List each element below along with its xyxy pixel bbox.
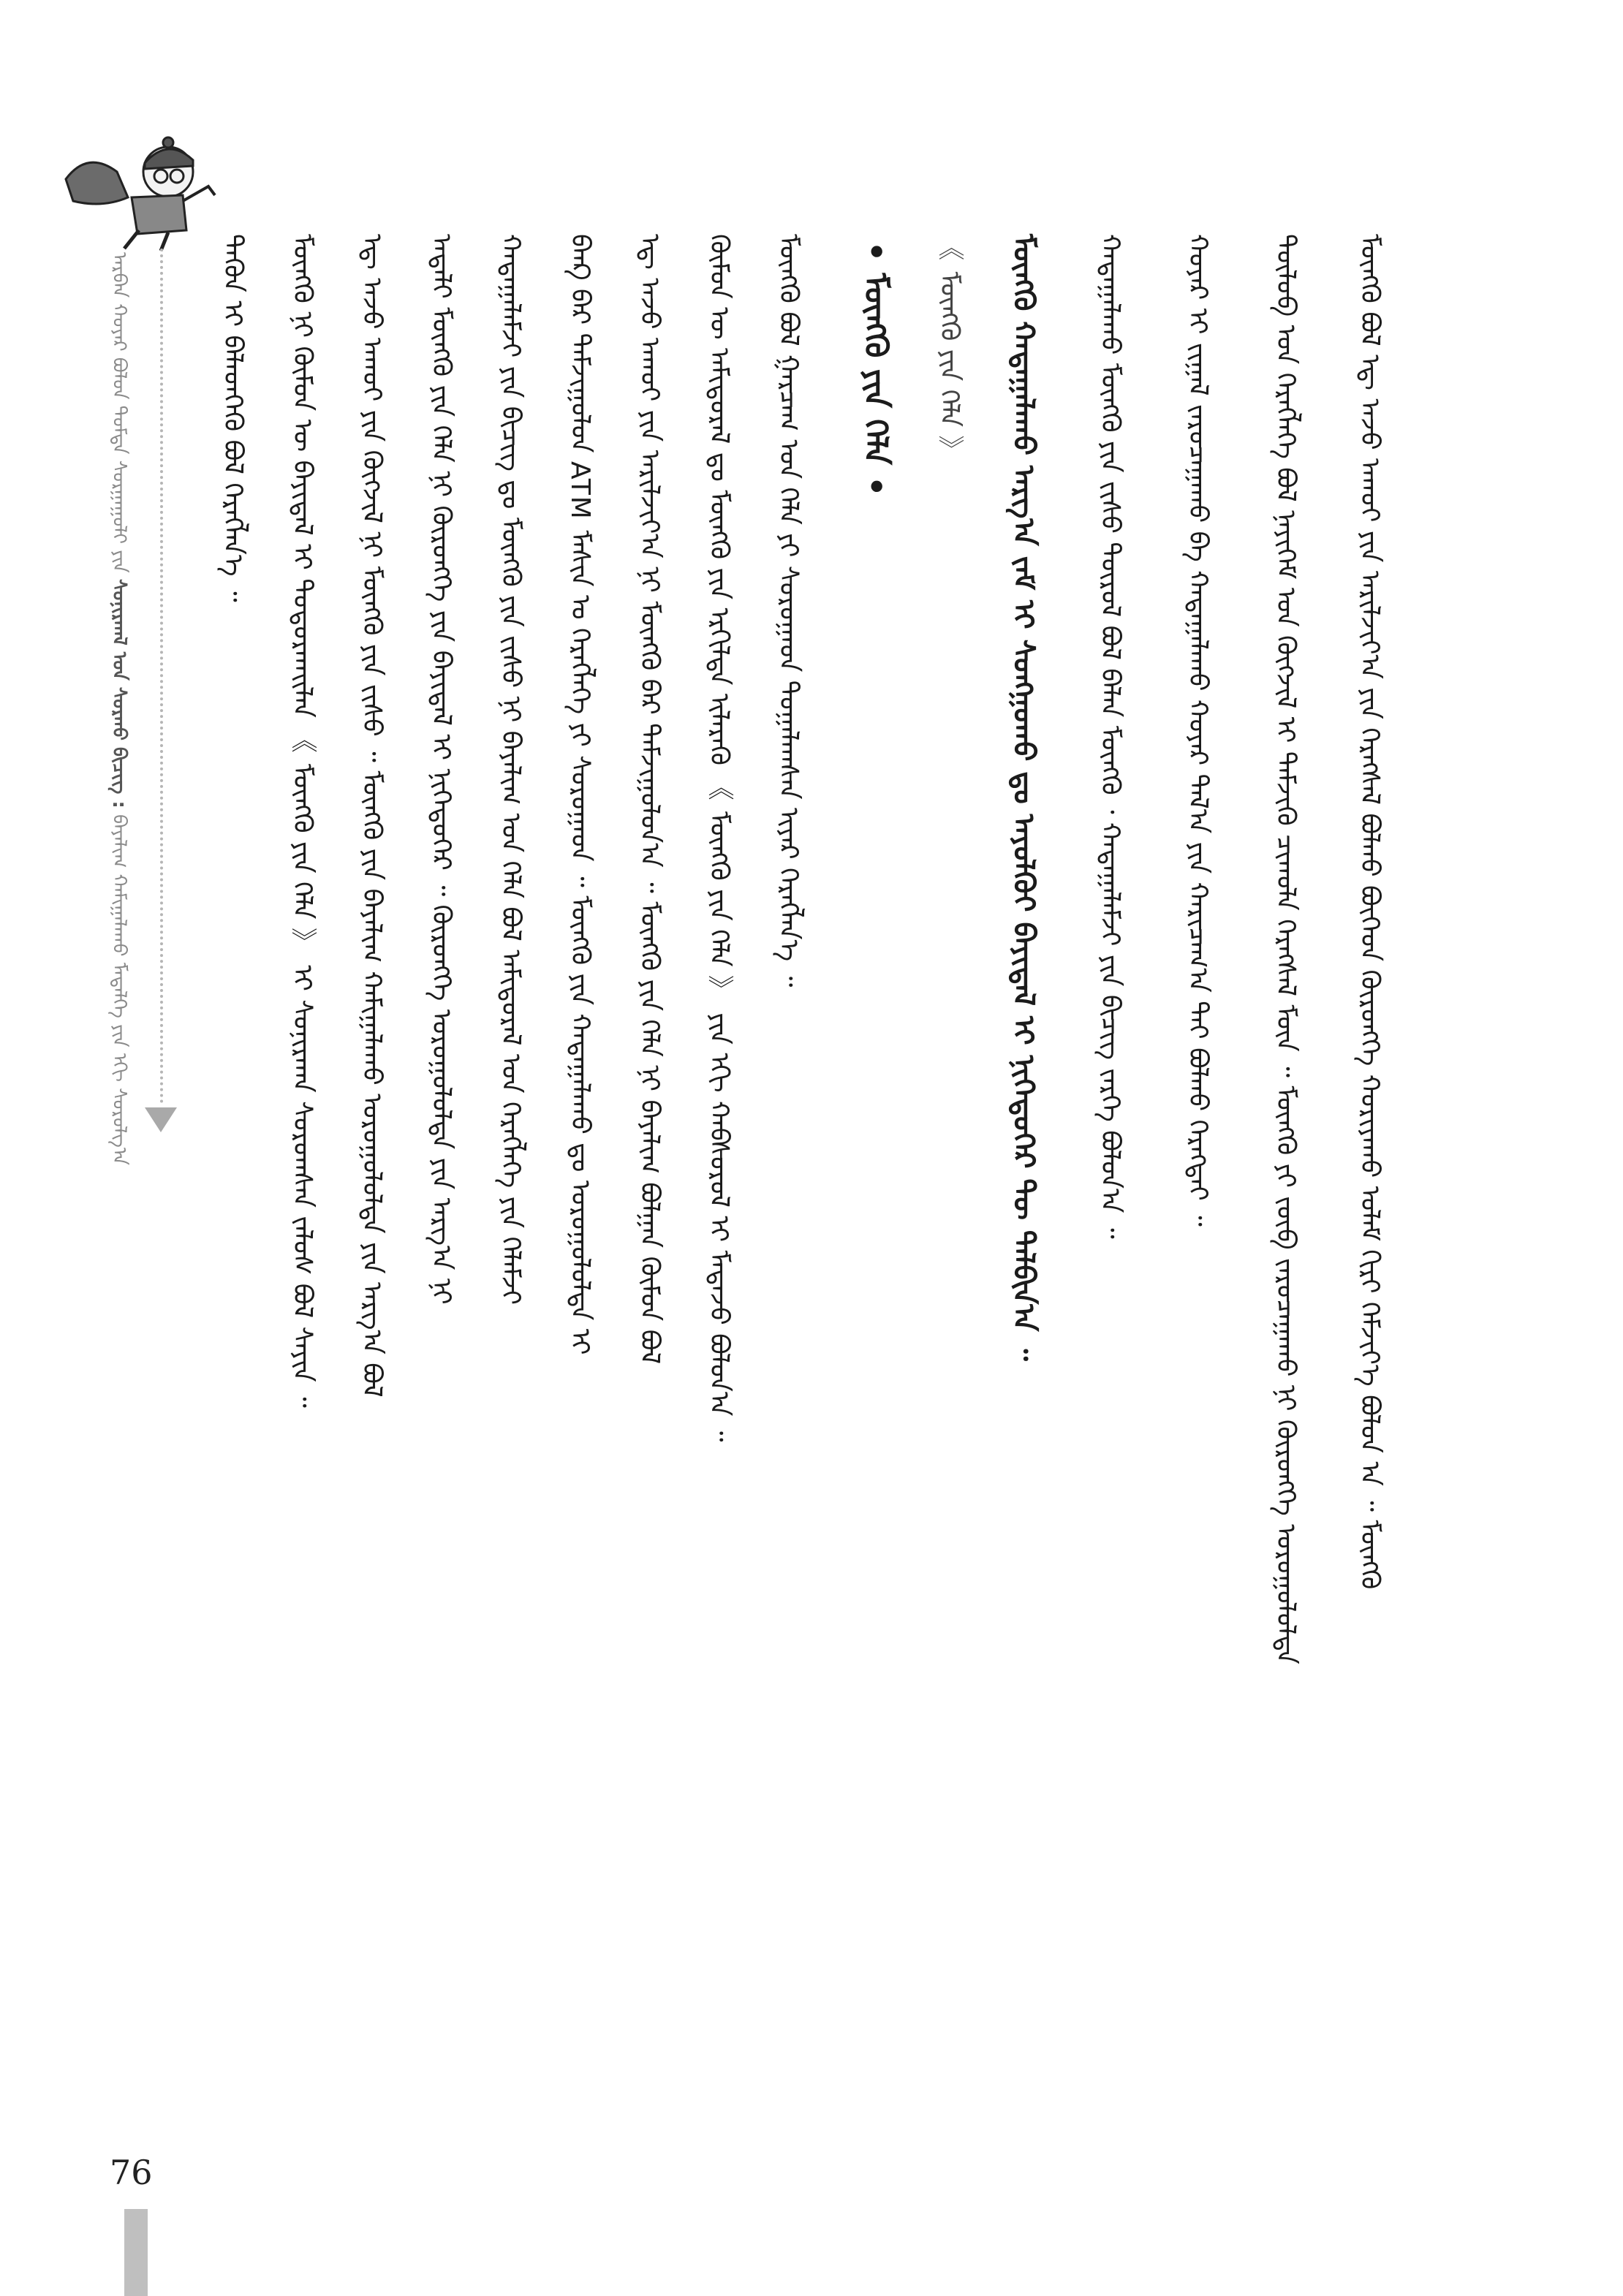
dotted-divider <box>160 249 163 1104</box>
running-title-left: ᠠᠷᠪᠠᠨ ᠬᠣᠶᠠᠷ ᠪᠣᠯᠣᠨ ᠳᠤᠮᠳᠠ ᠰᠤᠷᠭᠠᠭᠤᠯᠢ ᠶᠢᠨ <box>108 252 130 573</box>
body-line-bold: ᠮᠥᠩᠭᠦ ᠬᠠᠳᠠᠭᠠᠯᠠᠬᠤ ᠠᠷᠭ᠎ᠠ ᠵᠠᠮ ᠢ ᠰᠣᠩᠭᠣᠬᠤ ᠳᠤ ᠠᠶᠤᠯᠭᠦᠢ ᠪᠠᠶᠢᠳᠠᠯ ᠢ ᠨᠢᠭᠡᠳᠦᠭᠡᠷ ᠲᠦ ᠲᠠᠯᠪᠢᠨ᠎ᠠ ᠃ <box>1007 234 1040 1361</box>
section-line: ᠡᠳ᠋ ᠠᠵᠤ ᠠᠬᠤᠢ ᠶᠢᠨ ᠠᠷᠢᠯᠵᠢᠶ᠎ᠠ ᠨᠢ ᠮᠥᠩᠭᠦ ᠪᠡᠷ ᠳᠠᠮᠵᠢᠭᠤᠯᠤᠨ᠎ᠠ ᠃ ᠮᠥᠩᠭᠦ ᠶᠢᠨ ᠬᠡᠯᠡ ᠨᠢ ᠪᠠᠶᠠᠯᠢᠭ ᠪᠣᠯᠭᠠᠨ ᠬᠦᠮᠦᠨ ᠪᠣᠯ <box>635 234 665 1365</box>
page-number: 76 <box>110 2153 153 2192</box>
section-line: ᠡᠳ᠋ ᠠᠵᠤ ᠠᠬᠤᠢ ᠶᠢᠨ ᠬᠥᠭᠵᠢᠯ ᠨᠢ ᠮᠥᠩᠭᠦ ᠶᠢᠨ ᠵᠢᠰᠦ ᠃ ᠮᠥᠩᠭᠦ ᠶᠢᠨ ᠪᠠᠶᠠᠯᠢᠭ ᠬᠠᠮᠢᠭᠠᠯᠠᠬᠤ ᠤᠷᠤᠭᠤᠯᠤᠯᠲᠠ ᠶᠢᠨ ᠠᠷᠭ᠎ᠠ ᠪᠣᠯ <box>357 234 387 1398</box>
section-line: ᠬᠠᠳᠠᠭᠠᠯᠠᠮᠵᠢ ᠶᠢᠨ ᠪᠢᠴᠢᠭ ᠳᠤ ᠮᠥᠩᠭᠦ ᠶᠢᠨ ᠵᠢᠰᠦ ᠨᠢ ᠪᠠᠶᠠᠯᠢᠭ ᠤᠨ ᠬᠡᠯᠡ ᠪᠣᠯ ᠠᠮᠢᠳᠤᠷᠠᠯ ᠤᠨ ᠬᠡᠷᠡᠭᠯᠡᠭᠡ ᠶᠢᠨ ᠬᠡᠯᠡᠮᠵᠢ <box>496 234 526 1306</box>
flying-boy-mascot-icon <box>58 128 227 252</box>
running-head <box>102 252 136 1165</box>
section-line: ᠲᠡᠭᠦᠨ ᠢ ᠪᠡᠯᠡᠳᠬᠡᠬᠦ ᠪᠣᠯ ᠬᠡᠷᠡᠭᠯᠡᠨ᠎ᠡ ᠃ <box>218 234 248 602</box>
down-arrow-icon <box>145 1107 177 1132</box>
section-line: ᠬᠦᠮᠦᠨ ᠦ ᠠᠮᠢᠳᠤᠷᠠᠯ ᠳᠤ ᠮᠥᠩᠭᠦ ᠶᠢᠨ ᠡᠷᠭᠢᠯᠲᠡ ᠢᠯᠡᠷᠡᠬᠦ 《 ᠮᠥᠩᠭᠦ ᠶᠢᠨ ᠬᠡᠯᠡ 》 ᠶᠢᠨ ᠡᠬᠢ ᠬᠠᠪᠰᠤᠷᠤᠯ ᠢ ᠮᠡᠳᠡᠵᠦ ᠪᠣᠯᠤᠨ᠎ᠠ ᠃ <box>704 234 734 1442</box>
body-line: ᠲᠥᠯᠥᠪ ᠤᠨ ᠬᠡᠷᠡᠭᠯᠡᠭᠡ ᠪᠣᠯ ᠨᠡᠶᠢᠭᠡᠮ ᠤᠨ ᠬᠥᠭᠵᠢᠯ ᠢ ᠳᠡᠮᠵᠢᠬᠦ ᠴᠢᠬᠤᠯᠠ ᠬᠡᠷᠡᠭᠰᠡᠯ ᠮᠥᠨ ᠃ ᠮᠥᠩᠭᠦ ᠶᠢ ᠵᠥᠪ ᠵᠠᠷᠤᠴᠠᠭᠠᠬᠤ ᠨᠢ ᠬᠥᠷᠥᠩᠭᠡ ᠤᠷᠤᠭᠤᠯᠤᠯᠲᠠ <box>1271 234 1301 1664</box>
section-heading: • ᠮᠥᠩᠭᠦ ᠶᠢᠨ ᠬᠡᠯᠡ • <box>857 241 894 497</box>
page-edge-tab <box>124 2209 148 2296</box>
quote-text: 《 ᠮᠥᠩᠭᠦ ᠶᠢᠨ ᠬᠡᠯᠡ 》 <box>934 234 964 463</box>
body-line: ᠬᠣᠶᠠᠷ ᠢ ᠵᠢᠭᠠᠯ ᠵᠠᠷᠤᠴᠠᠭᠠᠬᠤ ᠪᠠ ᠬᠠᠳᠠᠭᠠᠯᠠᠬᠤ ᠬᠣᠶᠠᠷ ᠲᠠᠯ᠎ᠠ ᠶᠢᠨ ᠬᠠᠷᠢᠴᠠᠭ᠎ᠠ ᠲᠠᠢ ᠪᠣᠯᠬᠤ ᠬᠡᠷᠡᠭᠲᠡᠢ ᠃ <box>1183 234 1213 1227</box>
running-title-right: ᠪᠠᠶᠠᠯᠢᠭ ᠬᠠᠮᠢᠭᠠᠯᠠᠬᠤ ᠮᠡᠳᠡᠯᠭᠡ ᠶᠢᠨ ᠡᠬᠢ ᠰᠤᠷᠤᠯᠭ᠎ᠠ <box>108 814 130 1166</box>
body-line: ᠬᠠᠳᠠᠭᠠᠯᠠᠬᠤ ᠮᠥᠩᠭᠦ ᠶᠢᠨ ᠵᠢᠰᠦ ᠲᠥᠷᠥᠯ ᠪᠤᠯ ᠪᠡᠯᠡᠨ ᠮᠥᠩᠭᠦ ᠂ ᠬᠠᠳᠠᠭᠠᠯᠠᠮᠵᠢ ᠶᠢᠨ ᠪᠢᠴᠢᠭ ᠵᠡᠷᠭᠡ ᠪᠣᠯᠤᠨ᠎ᠠ ᠃ <box>1095 234 1125 1239</box>
section-line: ᠠᠳᠠᠯᠢ ᠮᠥᠩᠭᠦ ᠶᠢᠨ ᠬᠡᠯᠡ ᠨᠢ ᠬᠥᠷᠥᠩᠭᠡ ᠶᠢᠨ ᠪᠠᠶᠢᠳᠠᠯ ᠢ ᠨᠢᠭᠡᠳᠦᠭᠡᠷ ᠃ ᠬᠥᠷᠥᠩᠭᠡ ᠤᠷᠤᠭᠤᠯᠤᠯᠲᠠ ᠶᠢᠨ ᠠᠷᠭ᠎ᠠ ᠨᠢ <box>426 234 456 1305</box>
body-line: ᠮᠥᠩᠭᠦ ᠪᠣᠯ ᠡᠳ᠋ ᠠᠵᠤ ᠠᠬᠤᠢ ᠶᠢᠨ ᠠᠷᠢᠯᠵᠢᠶ᠎ᠠ ᠶᠢᠨ ᠬᠡᠷᠡᠭᠰᠡᠯ ᠪᠣᠯᠬᠤ ᠪᠥᠭᠡᠳ ᠬᠥᠷᠥᠩᠭᠡ ᠬᠤᠷᠢᠶᠠᠬᠤ ᠤᠯᠠᠮ ᠬᠢᠷᠢ ᠬᠡᠮᠵᠢᠶ᠎ᠡ ᠪᠣᠯᠤᠨ ᠠ ᠃ ᠮᠥᠩᠭᠦ <box>1355 234 1385 1590</box>
section-line: ᠮᠥᠩᠭᠦ ᠨᠢ ᠬᠦᠮᠦᠨ ᠦ ᠪᠠᠶᠢᠳᠠᠯ ᠢ ᠲᠣᠳᠤᠷᠬᠠᠢᠯᠠᠨ 《 ᠮᠥᠩᠭᠦ ᠶᠢᠨ ᠬᠡᠯᠡ 》 ᠢ ᠰᠣᠨᠢᠷᠬᠠᠨ ᠰᠤᠷᠤᠭᠰᠠᠨ ᠵᠠᠯᠤᠰ ᠪᠣᠯ ᠰᠠᠶᠢᠨ ᠃ <box>287 234 317 1408</box>
section-line: ᠮᠥᠩᠭᠦ ᠪᠣᠯ ᠭᠠᠷᠴᠠᠭ ᠤᠨ ᠬᠡᠯᠡ ᠶᠢ ᠰᠤᠷᠤᠭᠠᠳ ᠲᠣᠭᠠᠯᠠᠭᠰᠠᠨ ᠢᠶᠠᠷ ᠬᠡᠷᠡᠭᠯᠡᠨ᠎ᠡ ᠃ <box>773 234 803 988</box>
running-title-bold: ᠰᠣᠨᠢᠷᠬᠠᠯ ᠤᠨ ᠰᠤᠷᠬᠤ ᠪᠢᠴᠢᠭ : <box>108 578 130 808</box>
section-line: ᠪᠠᠨᠺ ᠪᠠᠷ ᠳᠠᠮᠵᠢᠭᠤᠯᠤᠨ ATM ᠮᠠᠰᠢᠨ ᠤ ᠬᠡᠷᠡᠭᠯᠡᠭᠡ ᠶᠢ ᠰᠤᠷᠤᠭᠠᠳ ᠃ ᠮᠥᠩᠭᠦ ᠶᠢᠨ ᠬᠠᠳᠠᠭᠠᠯᠠᠬᠤ ᠳᠤ ᠤᠷᠤᠭᠤᠯᠤᠯᠲᠠ ᠢ <box>565 234 595 1355</box>
